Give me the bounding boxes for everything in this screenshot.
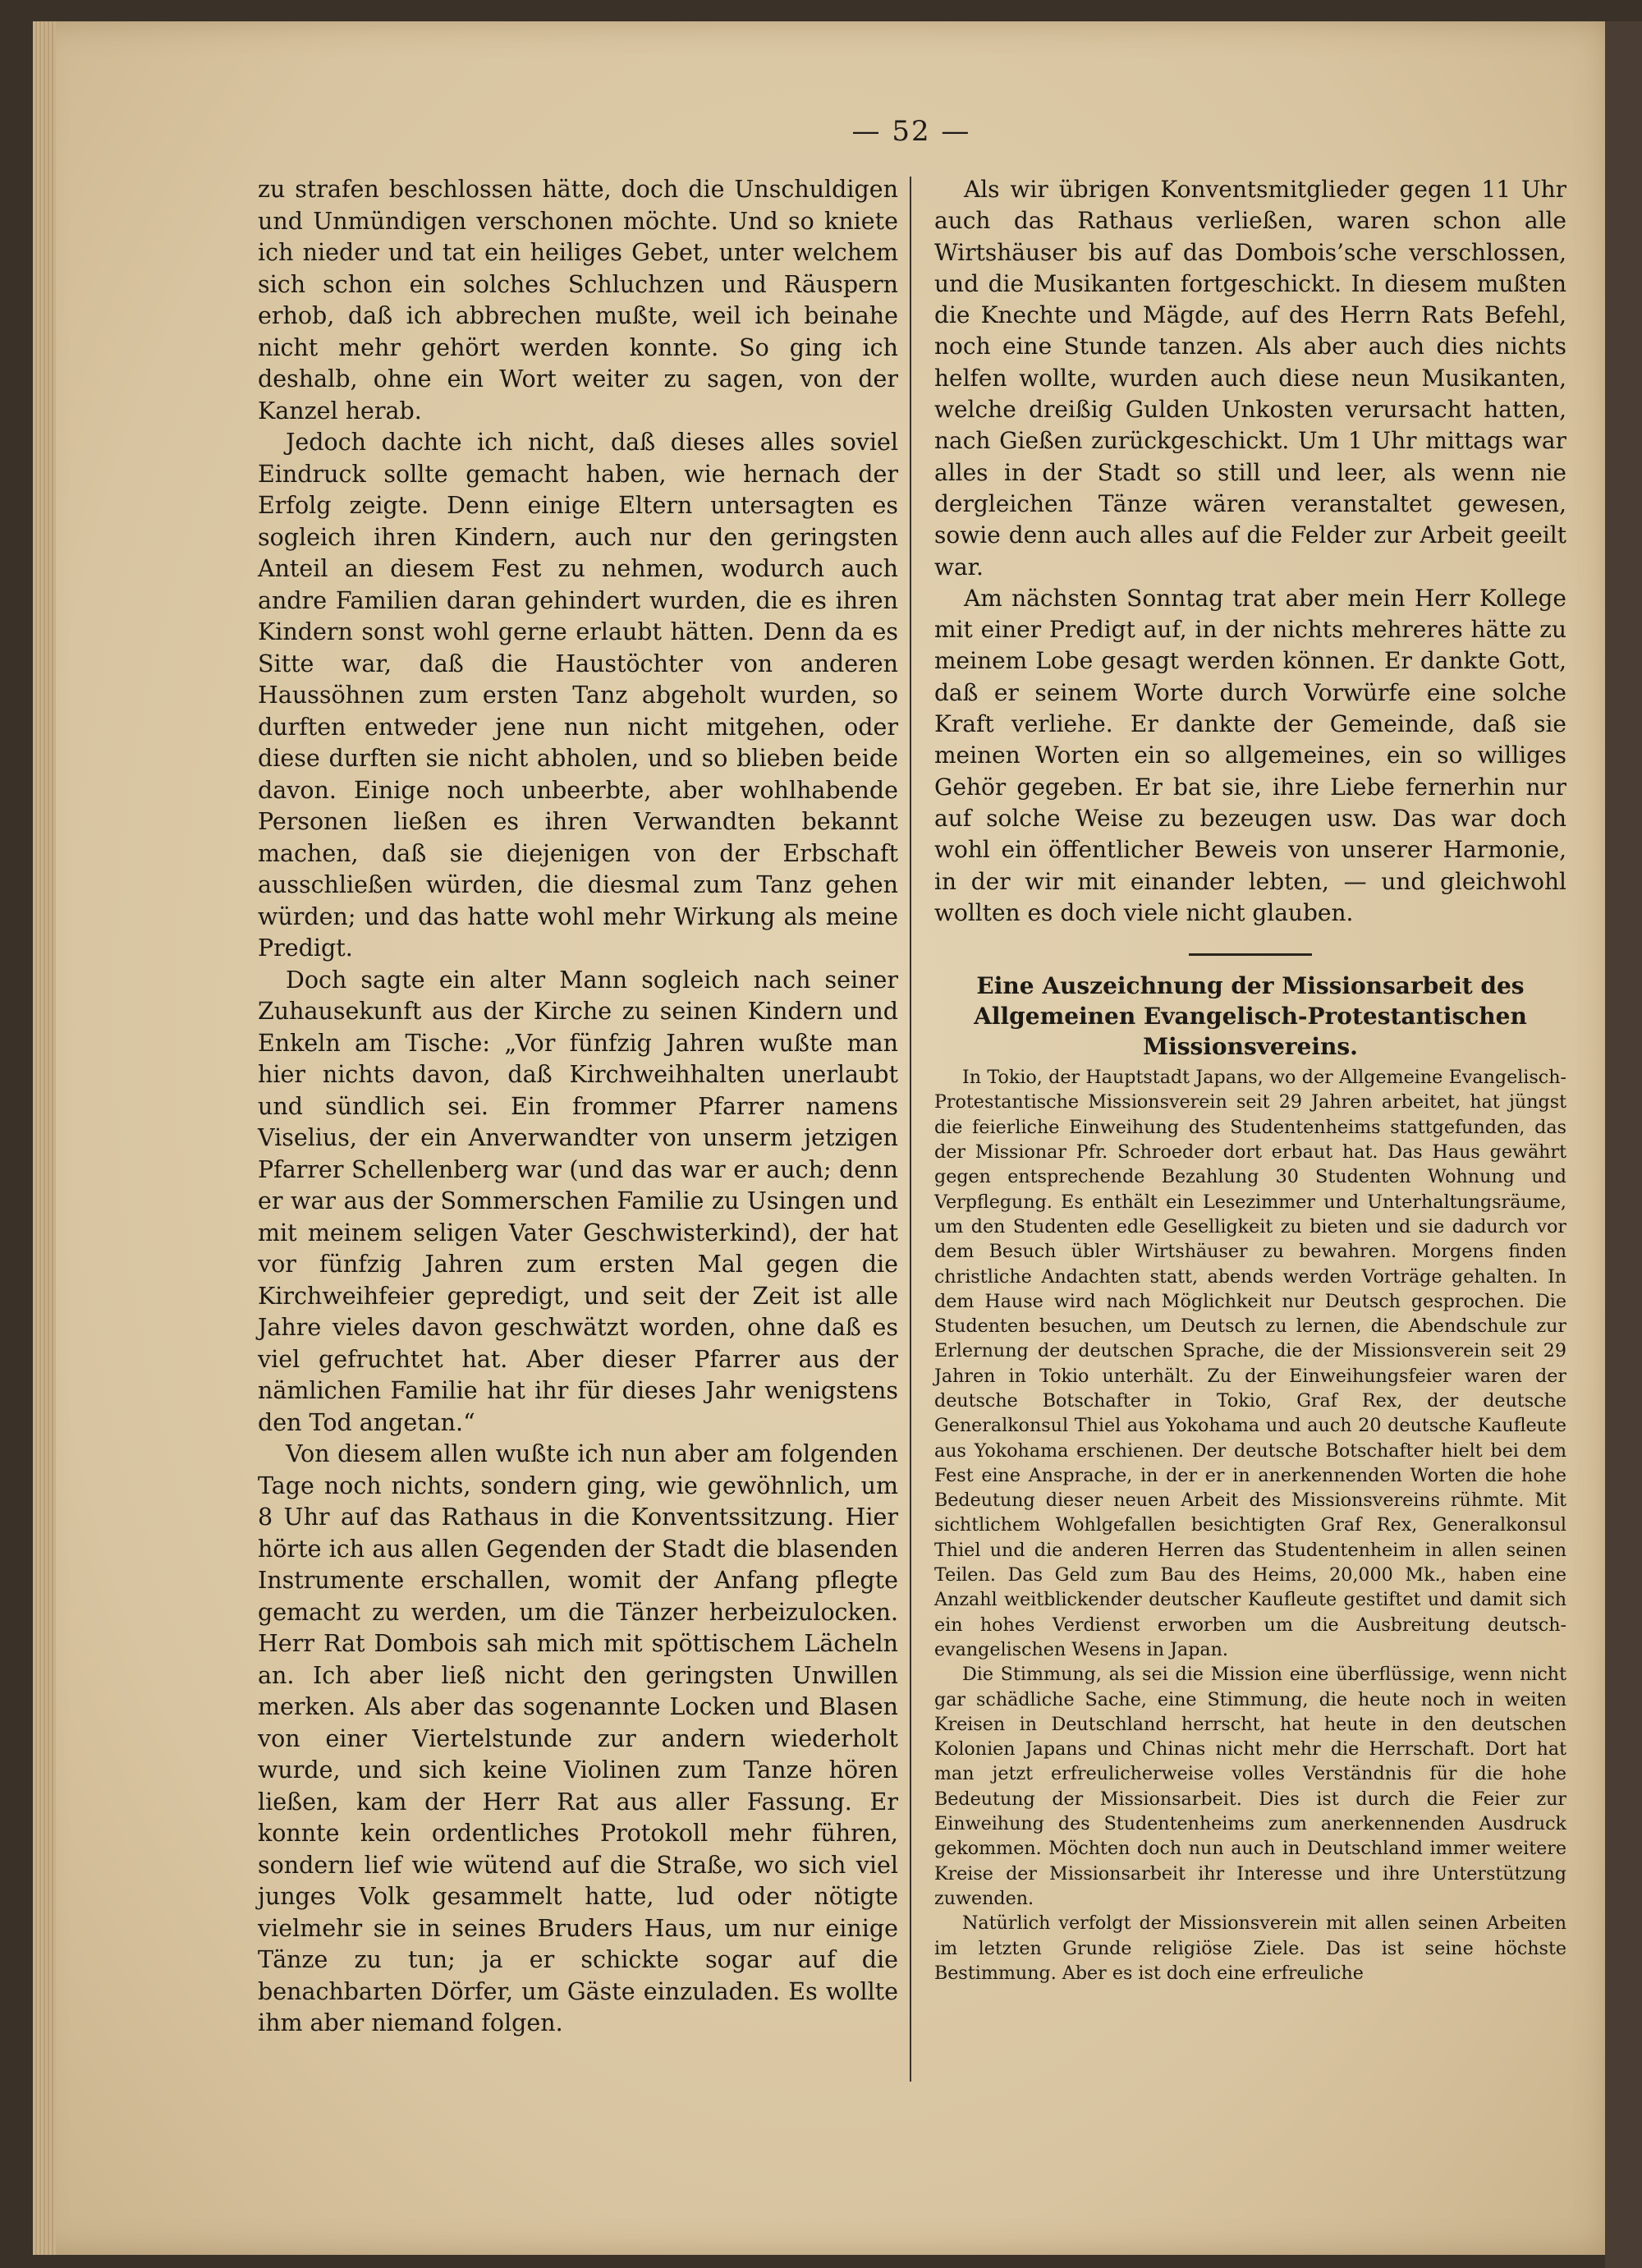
right-paragraph-2: Am nächsten Sonntag trat aber mein Herr Kollege mit einer Predigt auf, in der nichts mehreres hätte zu meinem Lobe gesagt werden können. Er dankte Gott, daß er seinem Worte durch Vorwürfe eine solche Kraft verliehe. Er dankte der Gemeinde, daß sie meinen Worten ein so allgemeines, ein so williges Gehör gegeben. Er bat sie, ihre Liebe fernerhin nur auf solche Weise zu bezeugen usw. Das war doch wohl ein öffentlicher Beweis von unserer Harmonie, in der wir mit einander lebten, — und gleichwohl wollten es doch viele nicht glauben. [934, 584, 1566, 926]
article-separator [1189, 953, 1312, 956]
article-body [934, 1065, 1566, 1986]
article-paragraph-1: In Tokio, der Hauptstadt Japans, wo der Allgemeine Evangelisch-Protestantische Missionsverein seit 29 Jahren arbeitet, hat jüngst die feierliche Einweihung des Studentenheims stattgefunden, das der Missionar Pfr. Schroeder dort erbaut hat. Das Haus gewährt gegen entsprechende Bezahlung 30 Studenten Wohnung und Verpflegung. Es enthält ein Lesezimmer und Unterhaltungsräume, um den Studenten edle Geselligkeit zu bieten und sie dadurch vor dem Besuch übler Wirtshäuser zu bewahren. Morgens finden christliche Andachten statt, abends werden Vorträge gehalten. In dem Hause wird nach Möglichkeit nur Deutsch gesprochen. Die Studenten besuchen, um Deutsch zu lernen, die Abendschule zur Erlernung der deutschen Sprache, die der Missionsverein seit 29 Jahren in Tokio unterhält. Zu der Einweihungsfeier waren der deutsche Botschafter in Tokio, Graf Rex, der deutsche Generalkonsul Thiel aus Yokohama und auch 20 deutsche Kaufleute aus Yokohama erschienen. Der deutsche Botschafter hielt bei dem Fest eine Ansprache, in der er in anerkennenden Worten die hohe Bedeutung dieser neuen Arbeit des Missionsvereins rühmte. Mit sichtlichem Wohlgefallen besichtigten Graf Rex, Generalkonsul Thiel und die anderen Herren das Studentenheim in allen seinen Teilen. Das Geld zum Bau des Heims, 20,000 Mk., haben eine Anzahl weitblickender deutscher Kaufleute gestiftet und damit sich ein hohes Verdienst erworben um die Ausbreitung deutsch-evangelischen Wesens in Japan. [934, 1067, 1566, 1660]
article-paragraph-2: Die Stimmung, als sei die Mission eine überflüssige, wenn nicht gar schädliche Sache, eine Stimmung, die heute noch in weiten Kreisen in Deutschland herrscht, hat heute in den deutschen Kolonien Japans und Chinas nicht mehr die Herrschaft. Dort hat man jetzt erfreulicherweise volles Verständnis für die hohe Bedeutung der Missionsarbeit. Dies ist durch die Feier zur Einweihung des Studentenheims zum anerkennenden Ausdruck gekommen. Möchten doch nun auch in Deutschland immer weitere Kreise der Missionsarbeit ihr Interesse und ihre Unterstützung zuwenden. [934, 1664, 1566, 1909]
right-column [934, 174, 1566, 1986]
column-divider [910, 177, 911, 2082]
article-paragraph-3: Natürlich verfolgt der Missionsverein mit allen seinen Arbeiten im letzten Grunde religiöse Ziele. Das ist seine höchste Bestimmung. Aber es ist doch eine erfreuliche [934, 1912, 1566, 1984]
right-continuation [934, 174, 1566, 929]
page-edge-stack [33, 21, 56, 2255]
left-paragraph-2: Jedoch dachte ich nicht, daß dieses alles soviel Eindruck sollte gemacht haben, wie hernach der Erfolg zeigte. Denn einige Eltern untersagten es sogleich ihren Kindern, auch nur den geringsten Anteil an diesem Fest zu nehmen, wodurch auch andre Familien daran gehindert wurden, die es ihren Kindern sonst wohl gerne erlaubt hätten. Denn da es Sitte war, daß die Haustöchter von anderen Haussöhnen zum ersten Tanz abgeholt wurden, so durften entweder jene nun nicht mitgehen, oder diese durften sie nicht abholen, und so blieben beide davon. Einige noch unbeerbte, aber wohlhabende Personen ließen es ihren Verwandten bekannt machen, daß sie diejenigen von der Erbschaft ausschließen würden, die diesmal zum Tanz gehen würden; und das hatte wohl mehr Wirkung als meine Predigt. [258, 429, 898, 962]
left-paragraph-1: zu strafen beschlossen hätte, doch die Unschuldigen und Unmündigen verschonen möchte. Und so kniete ich nieder und tat ein heiliges Gebet, unter welchem sich schon ein solches Schluchzen und Räuspern erhob, daß ich abbrechen mußte, weil ich beinahe nicht mehr gehört werden konnte. So ging ich deshalb, ohne ein Wort weiter zu sagen, von der Kanzel herab. [258, 176, 898, 425]
left-column [258, 174, 898, 2040]
right-paragraph-1: Als wir übrigen Konventsmitglieder gegen 11 Uhr auch das Rathaus verließen, waren schon alle Wirtshäuser bis auf das Dombois’sche verschlossen, und die Musikanten fortgeschickt. In diesem mußten die Knechte und Mägde, auf des Herrn Rats Befehl, noch eine Stunde tanzen. Als aber auch dies nichts helfen wollte, wurden auch diese neun Musikanten, welche dreißig Gulden Unkosten verursacht hatten, nach Gießen zurückgeschickt. Um 1 Uhr mittags war alles in der Stadt so still und leer, als wenn nie dergleichen Tänze wären veranstaltet gewesen, sowie denn auch alles auf die Felder zur Arbeit geeilt war. [934, 176, 1566, 581]
left-paragraph-3: Doch sagte ein alter Mann sogleich nach seiner Zuhausekunft aus der Kirche zu seinen Kindern und Enkeln am Tische: „Vor fünfzig Jahren wußte man hier nichts davon, daß Kirchweihhalten unerlaubt und sündlich sei. Ein frommer Pfarrer namens Viselius, der ein Anverwandter von unserm jetzigen Pfarrer Schellenberg war (und das war er auch; denn er war aus der Sommerschen Familie zu Usingen und mit meinem seligen Vater Geschwisterkind), der hat vor fünfzig Jahren zum ersten Mal gegen die Kirchweihfeier gepredigt, und seit der Zeit ist alle Jahre vieles davon geschwätzt worden, ohne daß es viel gefruchtet hat. Aber dieser Pfarrer aus der nämlichen Familie hat ihr für dieses Jahr wenigstens den Tod angetan.“ [258, 966, 898, 1436]
book-cover-edge [1605, 21, 1642, 2268]
left-paragraph-4: Von diesem allen wußte ich nun aber am folgenden Tage noch nichts, sondern ging, wie gewöhnlich, um 8 Uhr auf das Rathaus in die Konventssitzung. Hier hörte ich aus allen Gegenden der Stadt die blasenden Instrumente erschallen, womit der Anfang pflegte gemacht zu werden, um die Tänzer herbeizulocken. Herr Rat Dombois sah mich mit spöttischem Lächeln an. Ich aber ließ nicht den geringsten Unwillen merken. Als aber das sogenannte Locken und Blasen von einer Viertelstunde zur andern wiederholt wurde, und sich keine Violinen zum Tanze hören ließen, kam der Herr Rat aus aller Fassung. Er konnte kein ordentliches Protokoll mehr führen, sondern lief wie wütend auf die Straße, wo sich viel junges Volk gesammelt hatte, lud oder nötigte vielmehr sie in seines Bruders Haus, um nur einige Tänze zu tun; ja er schickte sogar auf die benachbarten Dörfer, um Gäste einzuladen. Es wollte ihm aber niemand folgen. [258, 1440, 898, 2036]
page-number: — 52 — [851, 115, 971, 148]
article-headline: Eine Auszeichnung der Missionsarbeit des Allgemeinen Evangelisch-Protestantischen Missionsvereins. [974, 972, 1527, 1061]
